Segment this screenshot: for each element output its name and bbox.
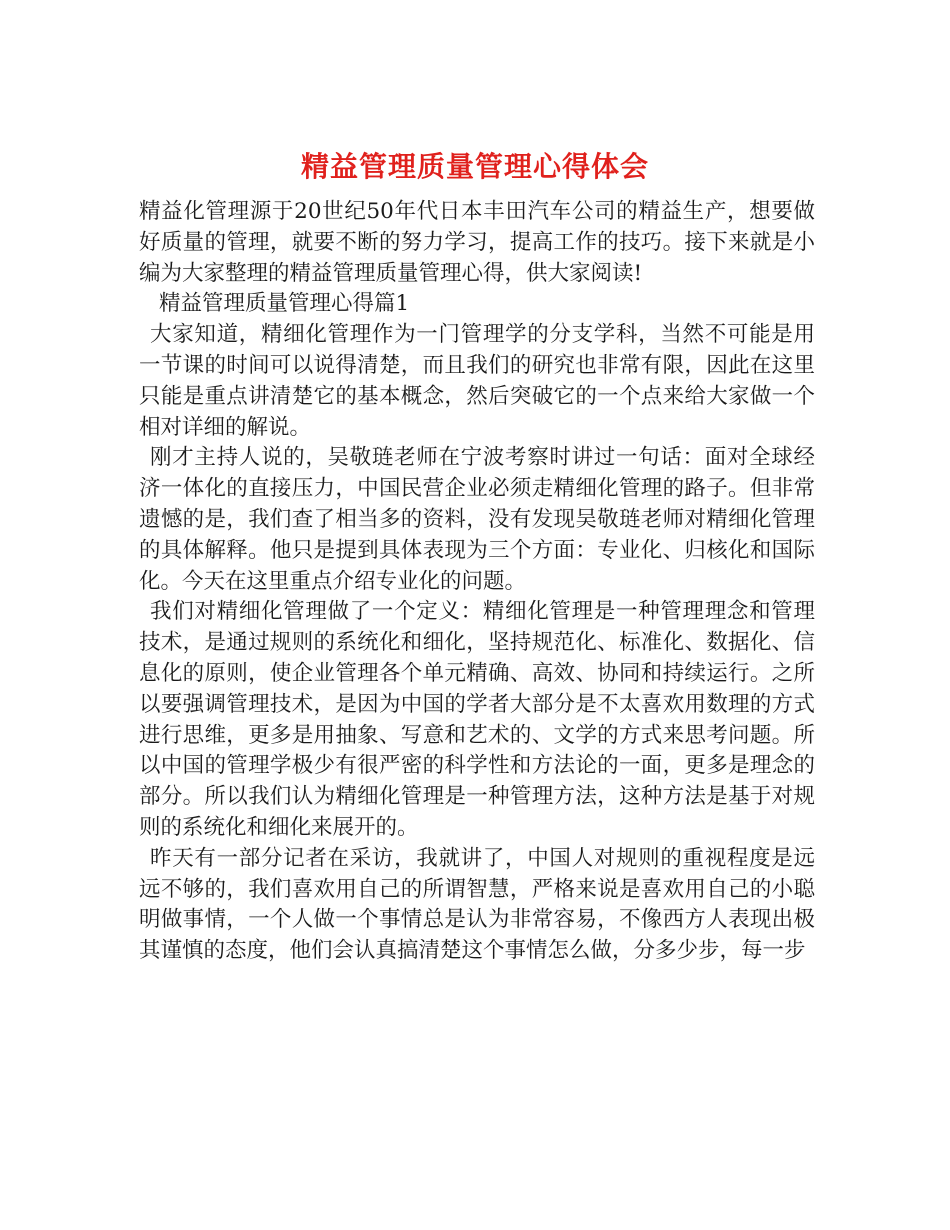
body-paragraph: 昨天有一部分记者在采访，我就讲了，中国人对规则的重视程度是远远不够的，我们喜欢用自己的所谓智慧，严格来说是喜欢用自己的小聪明做事情，一个人做一个事情总是认为非常容易，不像西方人表现出极其谨慎的态度，他们会认真搞清楚这个事情怎么做，分多少步，每一步 (139, 845, 815, 964)
body-paragraph: 大家知道，精细化管理作为一门管理学的分支学科，当然不可能是用一节课的时间可以说得清楚，而且我们的研究也非常有限，因此在这里只能是重点讲清楚它的基本概念，然后突破它的一个点来给大家做一个相对详细的解说。 (139, 322, 815, 440)
document-body (139, 197, 815, 967)
body-paragraph: 我们对精细化管理做了一个定义：精细化管理是一种管理理念和管理技术，是通过规则的系统化和细化，坚持规范化、标准化、数据化、信息化的原则，使企业管理各个单元精确、高效、协同和持续运行。之所以要强调管理技术，是因为中国的学者大部分是不太喜欢用数理的方式进行思维，更多是用抽象、写意和艺术的、文学的方式来思考问题。所以中国的管理学极少有很严密的科学性和方法论的一面，更多是理念的部分。所以我们认为精细化管理是一种管理方法，这种方法是基于对规则的系统化和细化来展开的。 (139, 599, 815, 840)
intro-paragraph: 精益化管理源于20世纪50年代日本丰田汽车公司的精益生产，想要做好质量的管理，就要不断的努力学习，提高工作的技巧。接下来就是小编为大家整理的精益管理质量管理心得，供大家阅读! (139, 199, 815, 286)
section-heading: 精益管理质量管理心得篇1 (159, 291, 410, 317)
document-title: 精益管理质量管理心得体会 (300, 149, 649, 183)
body-paragraph: 刚才主持人说的，吴敬琏老师在宁波考察时讲过一句话：面对全球经济一体化的直接压力，中国民营企业必须走精细化管理的路子。但非常遗憾的是，我们查了相当多的资料，没有发现吴敬琏老师对精细化管理的具体解释。他只是提到具体表现为三个方面：专业化、归核化和国际化。今天在这里重点介绍专业化的问题。 (139, 445, 815, 594)
